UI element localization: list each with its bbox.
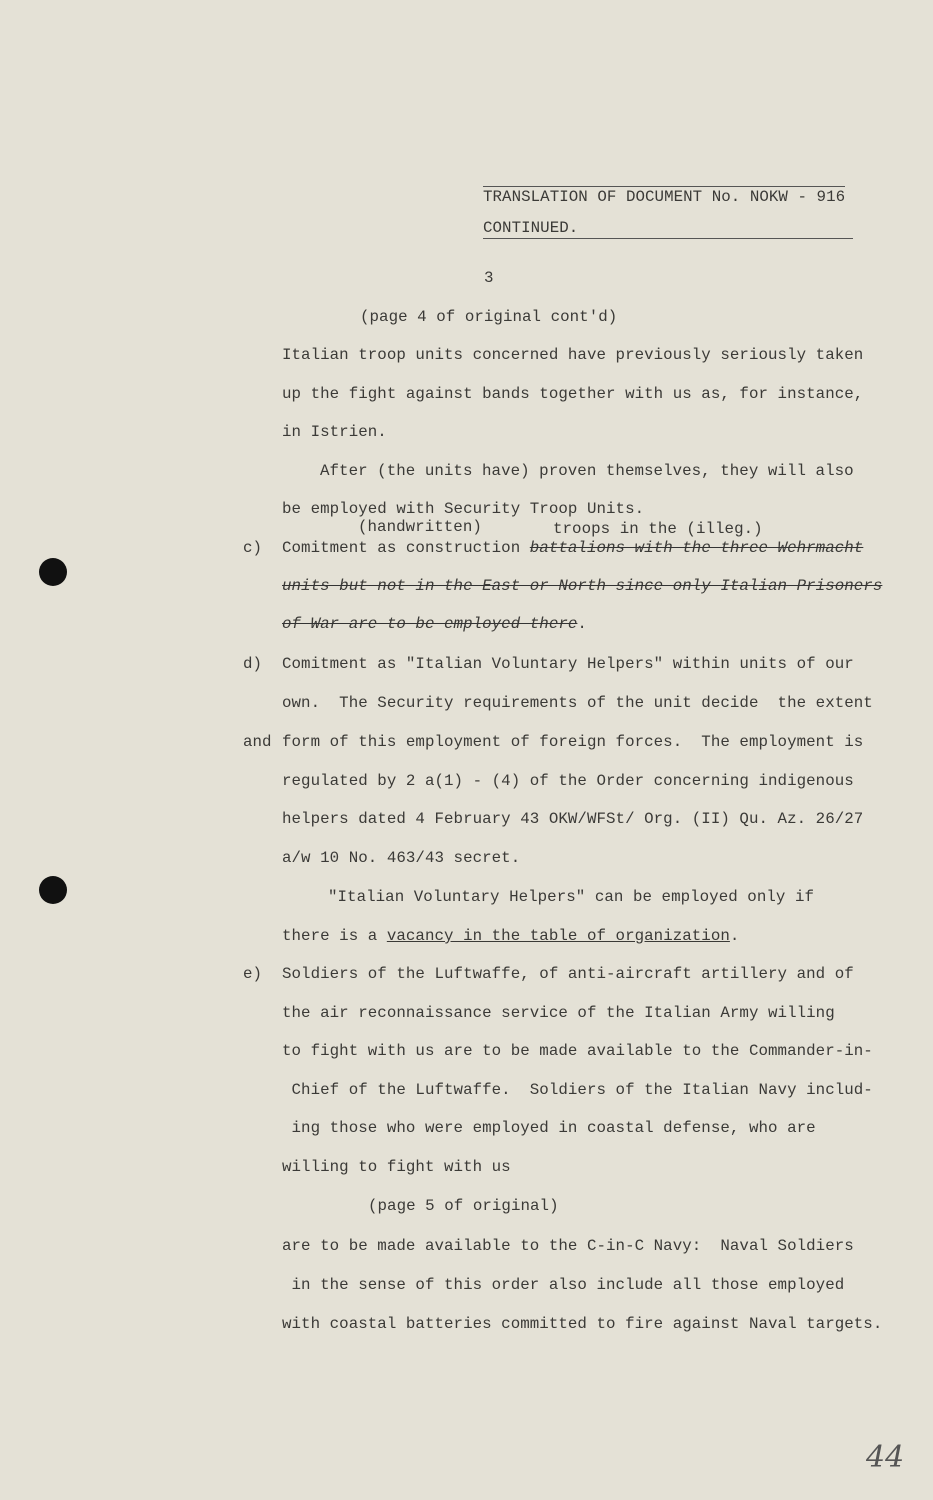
- paragraph-line: to fight with us are to be made available to the Commander-in-: [282, 1042, 873, 1060]
- paragraph-line: a/w 10 No. 463/43 secret.: [282, 849, 521, 867]
- item-label-c: c): [243, 539, 263, 557]
- paragraph-line: After (the units have) proven themselves, they will also: [320, 462, 854, 480]
- struck-text: units but not in the East or North since only Italian Prisoners: [282, 577, 883, 595]
- paragraph-line: ing those who were employed in coastal defense, who are: [282, 1119, 816, 1137]
- paragraph-line: in Istrien.: [282, 423, 387, 441]
- paragraph-line: "Italian Voluntary Helpers" can be employed only if: [328, 888, 815, 906]
- struck-text: battalions with the three Wehrmacht: [529, 539, 864, 557]
- paragraph-line: willing to fight with us: [282, 1158, 511, 1176]
- paragraph-line: Comitment as "Italian Voluntary Helpers" within units of our: [282, 655, 854, 673]
- paragraph-line: [282, 926, 739, 946]
- paragraph-line: up the fight against bands together with us as, for instance,: [282, 385, 864, 403]
- text: there is a: [282, 927, 387, 945]
- illegible-annotation: troops in the (illeg.): [553, 520, 763, 538]
- paragraph-line: with coastal batteries committed to fire against Naval targets.: [282, 1315, 883, 1333]
- document-title: TRANSLATION OF DOCUMENT No. NOKW - 916: [483, 188, 846, 206]
- punch-hole-bottom: [39, 876, 67, 904]
- punch-hole-top: [39, 558, 67, 586]
- paragraph-line: Chief of the Luftwaffe. Soldiers of the Italian Navy includ-: [282, 1081, 873, 1099]
- paragraph-line: Soldiers of the Luftwaffe, of anti-aircraft artillery and of: [282, 965, 854, 983]
- struck-text: of War are to be employed there: [282, 615, 578, 633]
- item-c-lead: Comitment as construction: [282, 539, 530, 557]
- item-c-line: [282, 614, 587, 634]
- paragraph-line: form of this employment of foreign forces. The employment is: [282, 733, 864, 751]
- page-number: 3: [484, 269, 494, 287]
- item-c-line: [282, 538, 863, 558]
- paragraph-line: the air reconnaissance service of the Italian Army willing: [282, 1004, 835, 1022]
- paragraph-line: regulated by 2 a(1) - (4) of the Order concerning indigenous: [282, 772, 854, 790]
- paragraph-line: be employed with Security Troop Units.: [282, 500, 645, 518]
- margin-word: and: [243, 733, 272, 751]
- period: .: [577, 615, 587, 633]
- paragraph-line: own. The Security requirements of the unit decide the extent: [282, 694, 873, 712]
- item-label-e: e): [243, 965, 263, 983]
- handwritten-folio-number: 44: [866, 1440, 905, 1475]
- page4-note: (page 4 of original cont'd): [360, 308, 618, 326]
- period: .: [729, 927, 740, 945]
- paragraph-line: helpers dated 4 February 43 OKW/WFSt/ Org. (II) Qu. Az. 26/27: [282, 810, 864, 828]
- paragraph-line: in the sense of this order also include all those employed: [282, 1276, 845, 1294]
- handwritten-annotation: (handwritten): [358, 518, 482, 536]
- underlined-text: vacancy in the table of organization: [386, 927, 730, 945]
- document-continued: CONTINUED.: [483, 218, 853, 239]
- paragraph-line: are to be made available to the C-in-C Navy: Naval Soldiers: [282, 1237, 854, 1255]
- paragraph-line: Italian troop units concerned have previously seriously taken: [282, 346, 864, 364]
- item-label-d: d): [243, 655, 263, 673]
- page5-note: (page 5 of original): [368, 1197, 559, 1215]
